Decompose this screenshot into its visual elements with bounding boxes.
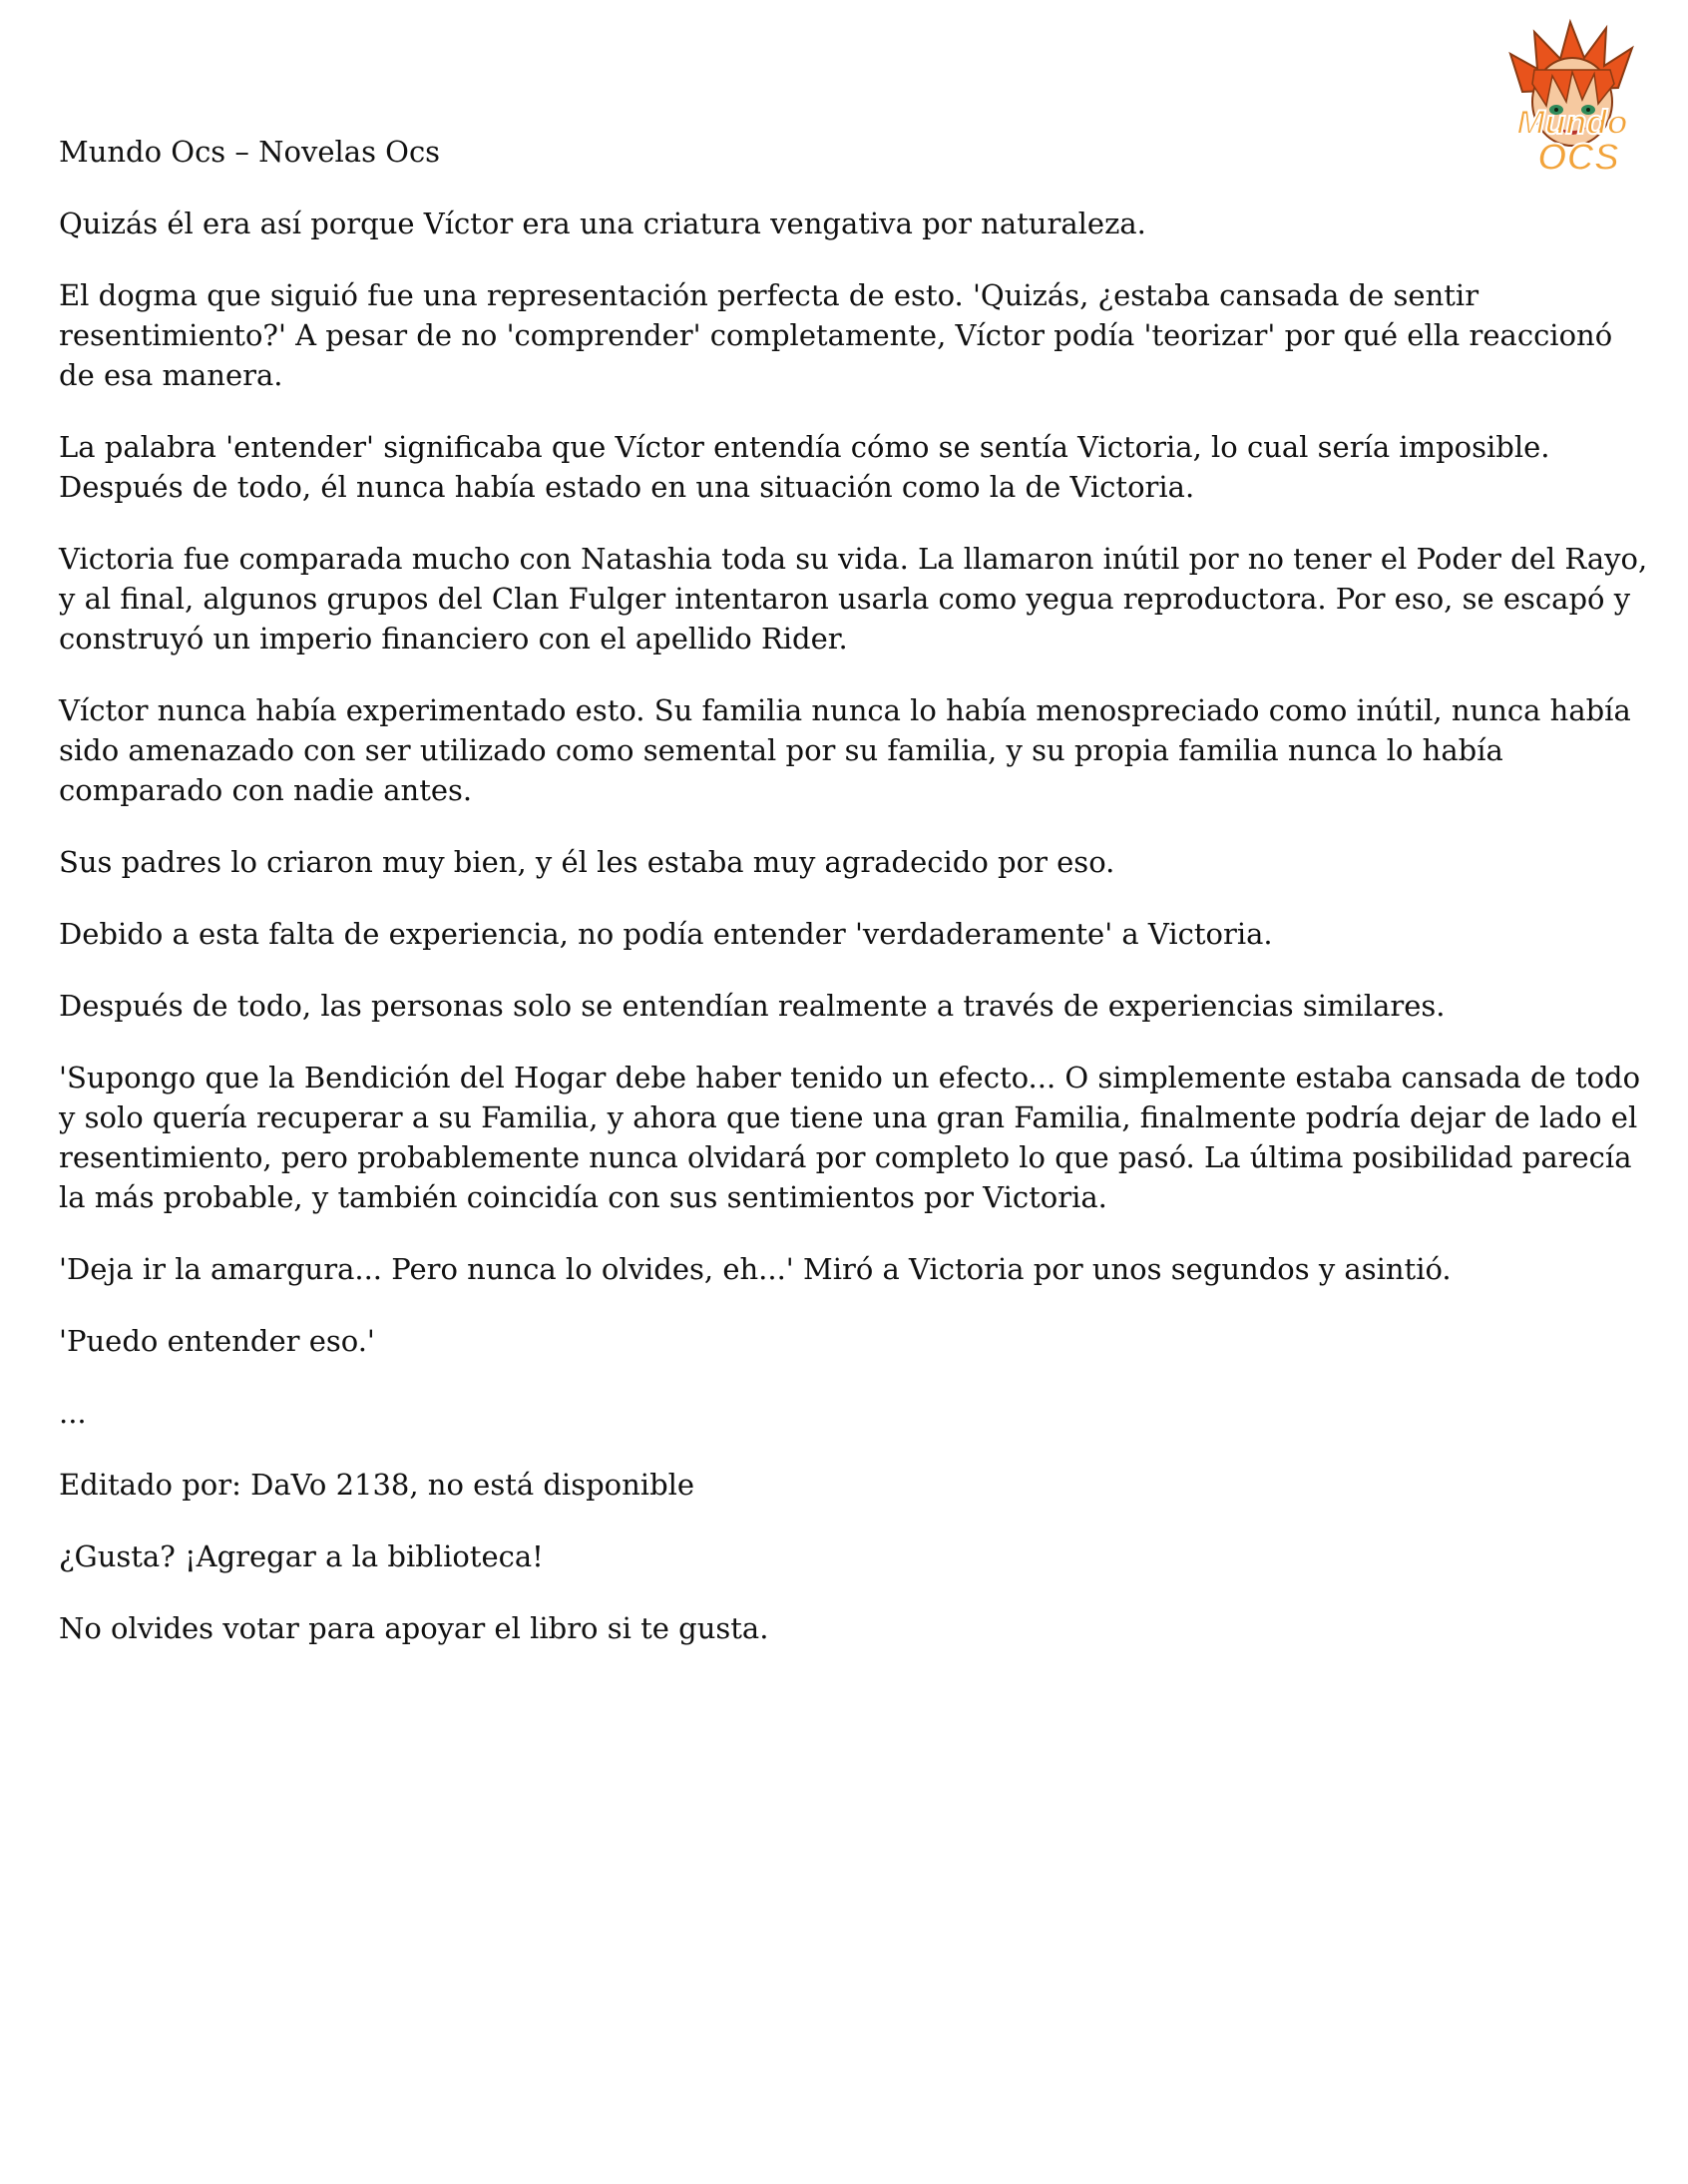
paragraph: Victoria fue comparada mucho con Natashia toda su vida. La llamaron inútil por no tener el Poder del Rayo, y al final, algunos grupos del Clan Fulger intentaron usarla como yegua reproductora. Por eso, se escapó y construyó un imperio financiero con el apellido Rider. [59,542,1648,655]
paragraph: ... [59,1396,87,1430]
paragraph: La palabra 'entender' significaba que Víctor entendía cómo se sentía Victoria, lo cual sería imposible. Después de todo, él nunca había estado en una situación como la de Victoria. [59,430,1550,504]
paragraph: 'Puedo entender eso.' [59,1324,375,1358]
paragraph: Sus padres lo criaron muy bien, y él les estaba muy agradecido por eso. [59,845,1115,879]
vote-prompt: No olvides votar para apoyar el libro si te gusta. [59,1611,769,1645]
add-to-library-prompt: ¿Gusta? ¡Agregar a la biblioteca! [59,1539,544,1573]
document-body [59,132,1655,1680]
paragraph: Víctor nunca había experimentado esto. Su familia nunca lo había menospreciado como inútil, nunca había sido amenazado con ser utilizado como semental por su familia, y su propia familia nunca lo había comparado con nadie antes. [59,693,1631,807]
paragraph: Quizás él era así porque Víctor era una criatura vengativa por naturaleza. [59,207,1146,240]
document-header: Mundo Ocs – Novelas Ocs [59,135,441,169]
logo-text-line2: OCS [1536,137,1620,179]
paragraph: 'Deja ir la amargura... Pero nunca lo olvides, eh...' Miró a Victoria por unos segundos y asintió. [59,1252,1452,1286]
paragraph: 'Supongo que la Bendición del Hogar debe haber tenido un efecto... O simplemente estaba cansada de todo y solo quería recuperar a su Familia, y ahora que tiene una gran Familia, finalmente podría dejar de lado el resentimiento, pero probablemente nunca olvidará por completo lo que pasó. La última posibilidad parecía la más probable, y también coincidía con sus sentimientos por Victoria. [59,1061,1641,1214]
paragraph: Debido a esta falta de experiencia, no podía entender 'verdaderamente' a Victoria. [59,917,1273,951]
editor-credit: Editado por: DaVo 2138, no está disponible [59,1468,695,1502]
paragraph: El dogma que siguió fue una representación perfecta de esto. 'Quizás, ¿estaba cansada de sentir resentimiento?' A pesar de no 'comprender' completamente, Víctor podía 'teorizar' por qué ella reaccionó de esa manera. [59,278,1613,392]
paragraph: Después de todo, las personas solo se entendían realmente a través de experiencias similares. [59,989,1446,1023]
logo-text-line1: Mundo [1516,104,1628,142]
